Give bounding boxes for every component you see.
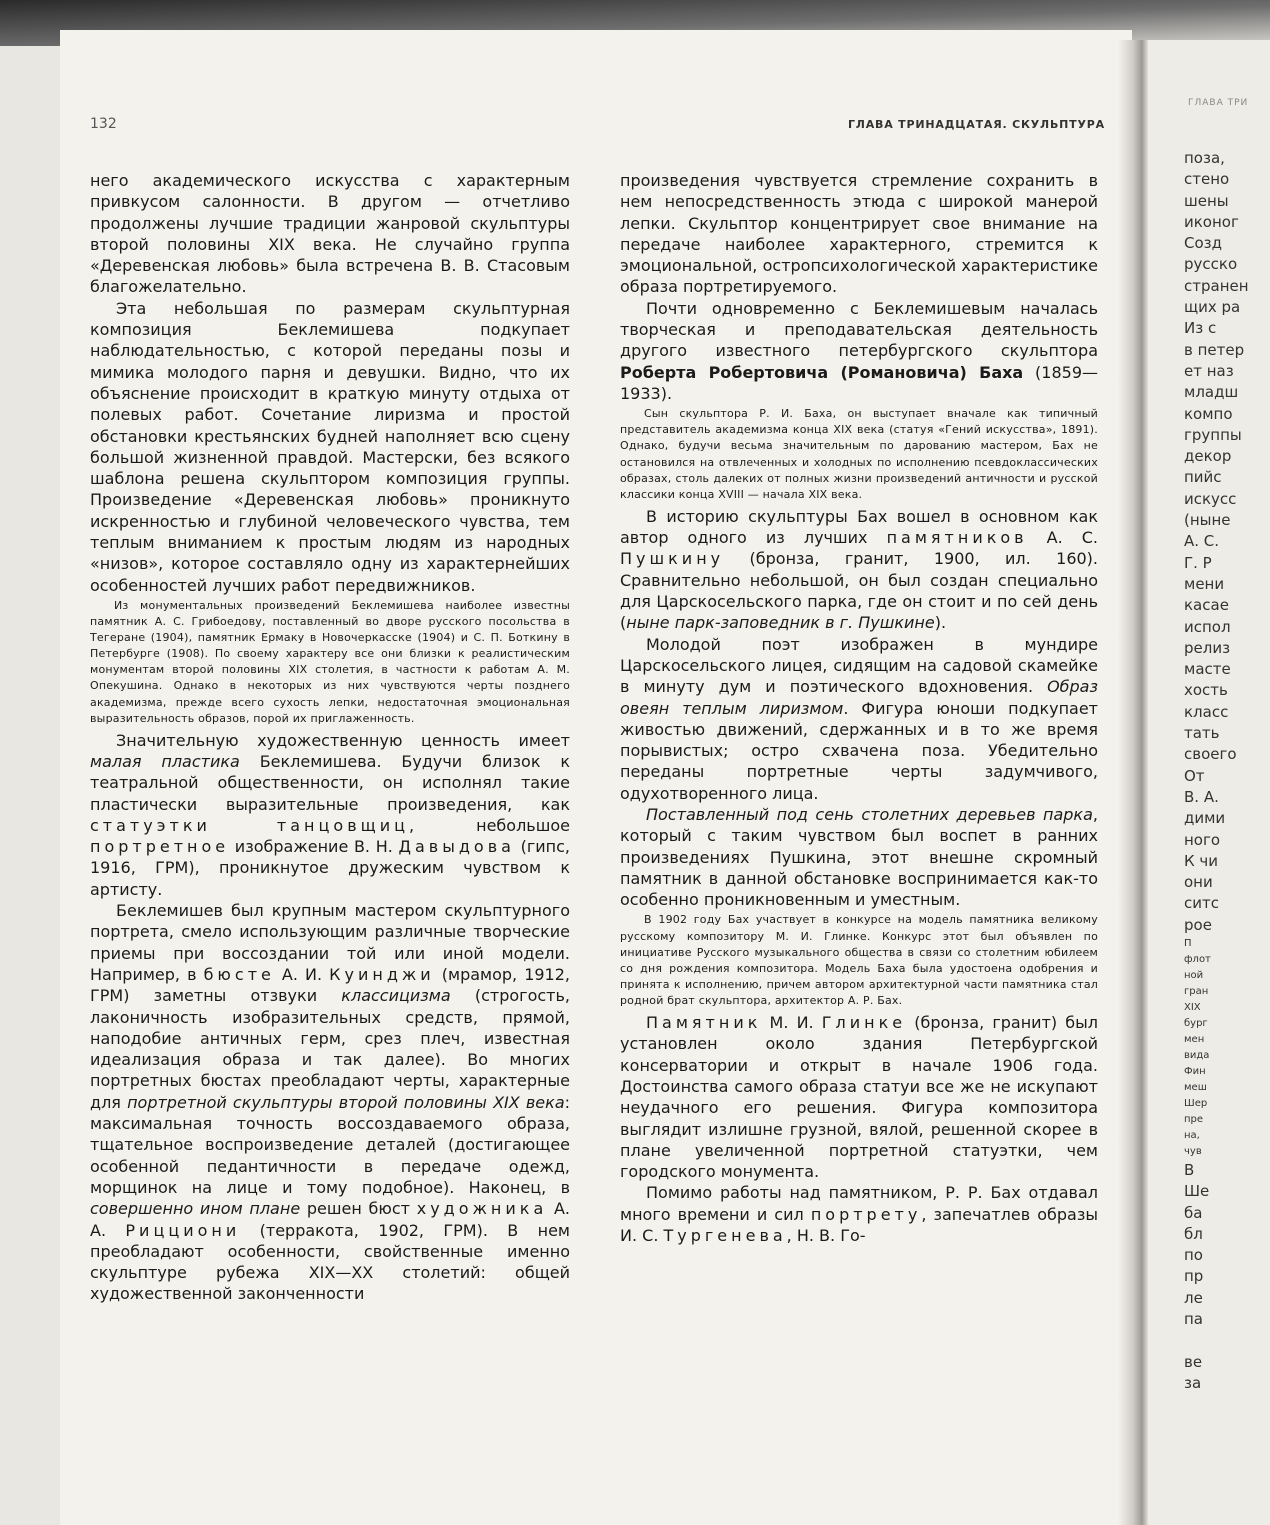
paragraph: Беклемишев был крупным мастером скульптурного портрета, смело использующим различные творческие приемы при воссоздании той или иной модели. Например, в бюсте А. И. Куинджи (мрамор, 1912, ГРМ) заметны отзвуки классицизма (строгость, лаконичность изобразительных средств, прямой, наподобие античных герм, срез плеч, известная идеализация образа и так далее). Во многих портретных бюстах преобладают черты, характерные для портретной скульптуры второй половины XIX века: максимальная точность воссоздаваемого образа, тщательное воспроизведение деталей (достигающее особенной педантичности в передаче одежд, морщинок на лице и тому подобное). Наконец, в совершенно ином плане решен бюст художника А. А. Рицциони (терракота, 1902, ГРМ). В нем преобладают особенности, свойственные именно скульптуре рубежа XIX—XX столетий: общей художественной законченности <box>90 901 570 1304</box>
facing-page-fragment: искусс <box>1184 489 1237 508</box>
facing-page-fragment: От <box>1184 766 1205 785</box>
facing-page-fragment: вида <box>1184 1049 1210 1061</box>
facing-page-fragment: пр <box>1184 1267 1204 1286</box>
facing-page-fragment: младш <box>1184 383 1239 402</box>
facing-page-fragment: (ныне <box>1184 511 1231 530</box>
paragraph: Значительную художественную ценность имеет малая пластика Беклемишева. Будучи близок к театральной общественности, он исполнял такие пластически выразительные произведения, как статуэтки танцовщиц, небольшое портретное изображение В. Н. Давыдова (гипс, 1916, ГРМ), проникнутое дружеским чувством к артисту. <box>90 730 570 899</box>
facing-page-fragment: дими <box>1184 809 1226 828</box>
facing-page-fragment: они <box>1184 873 1213 892</box>
spaced-emphasis: Тургенева <box>663 1226 787 1245</box>
facing-page-fragment <box>1184 1330 1270 1351</box>
facing-page-fragment: пийс <box>1184 468 1222 487</box>
spaced-emphasis: портретное <box>90 837 230 857</box>
facing-page-fragment: мен <box>1184 1033 1205 1045</box>
facing-page-fragment: Фин <box>1184 1065 1206 1077</box>
emphasis: ныне парк-заповедник в г. Пушкине <box>626 613 935 633</box>
paragraph: В историю скульптуры Бах вошел в основном как автор одного из лучших памятников А. С. Пушкину (бронза, гранит, 1900, ил. 160). Сравнительно небольшой, он был создан специально для Царскосельского парка, где он стоит и по сей день (ныне парк-заповедник в г. Пушкине). <box>620 506 1098 633</box>
facing-page-fragment: за <box>1184 1373 1202 1392</box>
paragraph: произведения чувствуется стремление сохранить в нем непосредственность этюда с широкой манерой лепки. Скульптор концентрирует свое внимание на передаче наиболее характерного, стремится к эмоциональной, остропсихологической характеристике образа портретируемого. <box>620 171 1098 297</box>
facing-page-fragment: ба <box>1184 1203 1203 1222</box>
spaced-emphasis: Давыдова <box>398 837 515 857</box>
facing-page-fragment: релиз <box>1184 638 1231 657</box>
facing-page-fragment: па <box>1184 1310 1203 1329</box>
facing-page-fragment: ве <box>1184 1352 1203 1371</box>
facing-page-fragment: бл <box>1184 1224 1203 1243</box>
emphasis: совершенно ином плане <box>90 1199 301 1219</box>
facing-page-fragment: испол <box>1184 617 1231 636</box>
facing-page-fragment: ной <box>1184 969 1204 981</box>
emphasis: малая пластика <box>90 751 240 771</box>
running-head: ГЛАВА ТРИНАДЦАТАЯ. СКУЛЬПТУРА <box>848 118 1105 131</box>
footnote-paragraph: Из монументальных произведений Беклемишева наиболее известны памятник А. С. Грибоедову, поставленный во дворе русского посольства в Тегеране (1904), памятник Ермаку в Новочеркасске (1904) и С. П. Боткину в Петербурге (1908). По своему характеру все они близки к реалистическим монументам второй половины XIX столетия, в частности к работам А. М. Опекушина. Однако в некоторых из них чувствуются черты позднего академизма, прежде всего сухость лепки, недостаточная эмоциональная выразительность образов, порой их приглаженность. <box>90 598 570 725</box>
facing-page-fragment: бург <box>1184 1017 1208 1029</box>
facing-page-fragment: поза, <box>1184 149 1225 167</box>
footnote-paragraph: В 1902 году Бах участвует в конкурсе на модель памятника великому русскому композитору М. И. Глинке. Конкурс этот был объявлен по инициативе Русского музыкального общества в связи со столетним юбилеем со дня рождения композитора. Модель Баха была удостоена одобрения и принята к исполнению, причем автором архитектурной части памятника стал родной брат скульптора, архитектор А. Р. Бах. <box>620 913 1098 1007</box>
facing-page-fragment: Шер <box>1184 1097 1208 1109</box>
facing-page-fragment: Из с <box>1184 319 1217 338</box>
book-spine-shadow <box>1118 40 1148 1525</box>
facing-page-fragment: странен <box>1184 276 1249 295</box>
facing-page-fragment: группы <box>1184 425 1242 444</box>
facing-page-fragment: иконог <box>1184 212 1239 231</box>
facing-page-fragment: щих ра <box>1184 298 1241 317</box>
facing-page-fragment: русско <box>1184 255 1238 274</box>
paragraph: Помимо работы над памятником, Р. Р. Бах отдавал много времени и сил портрету, запечатлев образы И. С. Тургенева, Н. В. Го- <box>620 1183 1098 1245</box>
facing-page-fragment: Г. Р <box>1184 553 1212 572</box>
emphasis: классицизма <box>341 986 451 1006</box>
facing-page-fragment: меш <box>1184 1081 1207 1093</box>
spaced-emphasis: Памятник <box>646 1013 762 1033</box>
facing-page-fragment: П <box>1184 937 1192 949</box>
paragraph: Почти одновременно с Беклемишевым началась творческая и преподавательская деятельность другого известного петербургского скульптора Роберта Робертовича (Романовича) Баха (1859—1933). <box>620 298 1098 403</box>
facing-page-fragment: масте <box>1184 660 1231 679</box>
spaced-emphasis: бюсте <box>203 964 275 984</box>
spaced-emphasis: Пушкину <box>620 549 725 569</box>
facing-page-fragment: тать <box>1184 724 1220 743</box>
facing-page-fragment: ле <box>1184 1288 1203 1307</box>
facing-page-fragment: компо <box>1184 404 1233 423</box>
facing-page-fragment: мени <box>1184 574 1225 593</box>
facing-page-fragment: флот <box>1184 953 1211 965</box>
facing-page-fragment: касае <box>1184 596 1229 615</box>
facing-page-fragment: Созд <box>1184 234 1222 253</box>
facing-page-fragment: XIX <box>1184 1001 1201 1013</box>
footnote-paragraph: Сын скульптора Р. И. Баха, он выступает вначале как типичный представитель академизма конца XIX века (статуя «Гений искусства», 1891). Однако, будучи весьма значительным по дарованию мастером, Бах не остановился на отвлеченных и холодных по исполнению псевдоклассических образах, столь далеких от полных жизни произведений античности и русской классики конца XVIII — начала XIX века. <box>620 407 1098 501</box>
facing-page-fragment: стено <box>1184 170 1230 189</box>
facing-page-fragment: на, <box>1184 1129 1200 1141</box>
facing-page-running-head: ГЛАВА ТРИ <box>1188 98 1249 108</box>
bold-name: Роберта Робертовича (Романовича) Баха <box>620 362 1024 382</box>
right-column <box>620 170 1098 1520</box>
page-number: 132 <box>90 116 117 132</box>
spaced-emphasis: памятников <box>886 528 1028 548</box>
spaced-emphasis: Рицциони <box>125 1220 241 1240</box>
paragraph: Памятник М. И. Глинке (бронза, гранит) был установлен около здания Петербургской консерватории и открыт в начале 1906 года. Достоинства самого образа статуи все же не искупают неудачного его решения. Фигура композитора выглядит излишне грузной, вялой, решенной скорее в плане увеличенной портретной статуэтки, чем городского монумента. <box>620 1013 1098 1182</box>
spaced-emphasis: статуэтки танцовщиц <box>90 815 409 835</box>
paragraph: Поставленный под сень столетних деревьев парка, который с таким чувством был воспет в ранних произведениях Пушкина, этот внешне скромный памятник в данной обстановке воспринимается как-то особенно проникновенным и уместным. <box>620 804 1098 910</box>
facing-page-fragment: ет наз <box>1184 361 1234 380</box>
facing-page-fragment: гран <box>1184 985 1209 997</box>
left-column <box>90 170 570 1520</box>
facing-page-fragment: в петер <box>1184 340 1245 359</box>
spaced-emphasis: Глинке <box>821 1013 907 1033</box>
facing-page-fragment: Ше <box>1184 1182 1210 1201</box>
facing-page-fragment: своего <box>1184 745 1237 764</box>
emphasis: Поставленный под сень столетних деревьев парка <box>646 804 1093 824</box>
facing-page-fragment: В. А. <box>1184 787 1219 806</box>
spaced-emphasis: художника <box>416 1199 548 1219</box>
paragraph: Эта небольшая по размерам скульптурная композиция Беклемишева подкупает наблюдательностью, с которой переданы позы и мимика молодого парня и девушки. Видно, что их объяснение происходит в краткую минуту отдыха от полевых работ. Сочетание лиризма и простой обстановки крестьянских будней наполняет всю сцену большой жизненной правдой. Мастерски, без всякого шаблона решена скульптором композиция группы. Произведение «Деревенская любовь» проникнуто искренностью и глубиной человеческого чувства, тем теплым вниманием к простым людям из народных «низов», которое составляло одну из характернейших особенностей лучших работ передвижников. <box>90 298 570 595</box>
facing-page-fragment: по <box>1184 1246 1203 1265</box>
facing-page-fragment: ного <box>1184 830 1221 849</box>
spaced-emphasis: Куинджи <box>329 964 435 984</box>
facing-page-fragment: хость <box>1184 681 1228 700</box>
facing-page-fragment: В <box>1184 1160 1195 1179</box>
facing-page-fragment: А. С. <box>1184 532 1220 551</box>
facing-page-fragment: пре <box>1184 1113 1204 1125</box>
paragraph: Молодой поэт изображен в мундире Царскосельского лицея, сидящим на садовой скамейке в минуту дум и поэтического вдохновения. Образ овеян теплым лиризмом. Фигура юноши подкупает живостью движений, сдержанных и в то же время порывистых; остро схвачена поза. Убедительно переданы портретные черты задумчивого, одухотворенного лица. <box>620 634 1098 803</box>
facing-page-fragment: рое <box>1184 915 1212 934</box>
emphasis: портретной скульптуры второй половины XIX века <box>127 1092 565 1112</box>
facing-page-fragment: шены <box>1184 191 1229 210</box>
facing-page-edge <box>1148 40 1270 1525</box>
spaced-emphasis: портрету <box>810 1204 922 1224</box>
facing-page-fragment: ситс <box>1184 894 1219 913</box>
facing-page-fragment: декор <box>1184 447 1232 466</box>
emphasis: Образ овеян теплым лиризмом <box>620 677 1098 718</box>
paragraph: него академического искусства с характерным привкусом салонности. В другом — отчетливо продолжены лучшие традиции жанровой скульптуры второй половины XIX века. Не случайно группа «Деревенская любовь» была встречена В. В. Стасовым благожелательно. <box>90 171 570 297</box>
facing-page-fragment: К чи <box>1184 851 1219 870</box>
facing-page-text <box>1184 148 1270 1394</box>
facing-page-fragment: класс <box>1184 702 1229 721</box>
facing-page-fragment: чув <box>1184 1145 1202 1157</box>
